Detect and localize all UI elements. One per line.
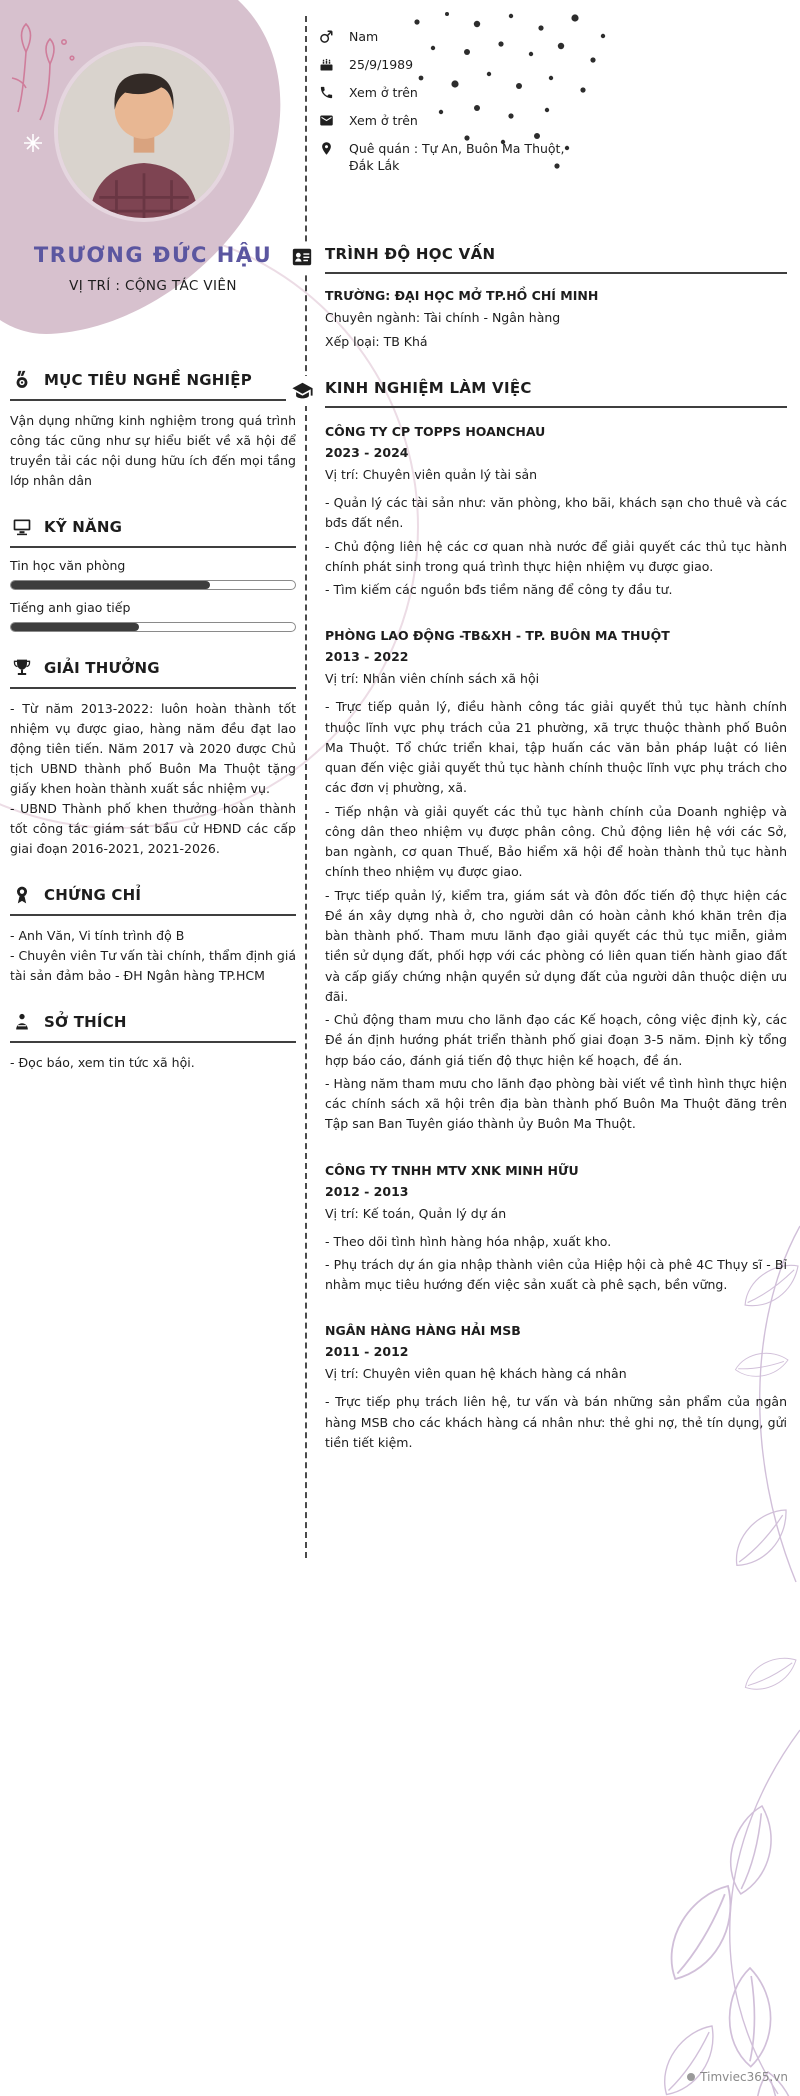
section-awards (10, 656, 296, 859)
section-title-hobbies: SỞ THÍCH (44, 1013, 127, 1031)
section-certificates (10, 883, 296, 986)
skill-label: Tin học văn phòng (10, 558, 126, 573)
certificate-medal-icon (10, 883, 34, 907)
section-title-experience: KINH NGHIỆM LÀM VIỆC (325, 379, 532, 397)
trophy-icon (10, 656, 34, 680)
contact-info (318, 28, 628, 174)
contact-row-email (318, 112, 628, 129)
skill-bar-fill (11, 623, 139, 631)
job-bullet: - Chủ động tham mưu cho lãnh đạo các Kế hoạch, công việc định kỳ, các Đề án định hướng phát triển thành phố giai đoạn 3-5 năm. Định kỳ tổng hợp báo cáo, đánh giá tiến độ thực hiện kế hoạch, đề án. (325, 1012, 787, 1068)
job-period: 2023 - 2024 (325, 445, 409, 460)
job-bullet: - Quản lý các tài sản như: văn phòng, kho bãi, khách sạn cho thuê và các bđs đất nền. (325, 495, 787, 531)
section-title-certificates: CHỨNG CHỈ (44, 886, 142, 904)
watermark-text: Timviec365.vn (700, 2070, 788, 2084)
job-company: CÔNG TY TNHH MTV XNK MINH HỮU (325, 1162, 579, 1178)
contact-hometown-value: Quê quán : Tự An, Buôn Ma Thuột, Đắk Lắk (349, 141, 565, 173)
section-objective (10, 368, 296, 491)
job-bullet: - Theo dõi tình hình hàng hóa nhập, xuất kho. (325, 1233, 612, 1249)
candidate-position: VỊ TRÍ : CỘNG TÁC VIÊN (69, 278, 237, 294)
job-period: 2011 - 2012 (325, 1344, 409, 1360)
skill-bar-fill (11, 581, 210, 589)
contact-birthday-value: 25/9/1989 (349, 57, 414, 72)
certificate-line: - Chuyên viên Tư vấn tài chính, thẩm định giá tài sản đảm bảo - ĐH Ngân hàng TP.HCM (10, 948, 296, 983)
education-grade: Xếp loại: TB Khá (325, 334, 428, 349)
cv-card-icon (286, 242, 318, 272)
contact-email-value: Xem ở trên (349, 113, 418, 128)
job-role: Vị trí: Kế toán, Quản lý dự án (325, 1205, 507, 1221)
contact-row-birthday (318, 56, 628, 73)
watermark-dot-icon (687, 2073, 695, 2081)
birthday-icon (318, 56, 335, 73)
right-column (325, 245, 787, 1483)
job-bullet: - Tìm kiếm các nguồn bđs tiềm năng để công ty đầu tư. (325, 582, 673, 597)
section-title-objective: MỤC TIÊU NGHỀ NGHIỆP (44, 371, 252, 389)
section-hobbies (10, 1010, 296, 1073)
job-entry (325, 1161, 787, 1296)
hobbies-text: - Đọc báo, xem tin tức xã hội. (10, 1055, 195, 1070)
email-icon (318, 112, 335, 129)
section-title-education: TRÌNH ĐỘ HỌC VẤN (325, 245, 496, 263)
award-line: - UBND Thành phố khen thưởng hoàn thành tốt công tác giám sát bầu cử HĐND các cấp giai đoạn 2016-2021, 2021-2026. (10, 801, 296, 856)
certificate-line: - Anh Văn, Vi tính trình độ B (10, 928, 185, 943)
job-company: PHÒNG LAO ĐỘNG -TB&XH - TP. BUÔN MA THUỘT (325, 628, 670, 644)
contact-row-phone (318, 84, 628, 101)
job-bullet: - Phụ trách dự án gia nhập thành viên của Hiệp hội cà phê 4C Thụy sĩ - Bỉ nhằm mục tiêu hướng đến việc sản xuất cà phê sạch, bền vững. (325, 1256, 787, 1292)
objective-text: Vận dụng những kinh nghiệm trong quá trình công tác cũng như sự hiểu biết về xã hội để truyền tải các nội dung hữu ích đến mọi tầng lớp nhân dân (10, 413, 296, 488)
computer-icon (10, 515, 34, 539)
contact-phone-value: Xem ở trên (349, 85, 418, 100)
job-bullet: - Tiếp nhận và giải quyết các thủ tục hành chính của Doanh nghiệp và công dân theo nhiệm vụ được phân công. Chủ động liên hệ với các Sở, ban ngành, cơ quan Thuế, Bảo hiểm xã hội để hoàn thành thủ tục hành chính theo nhiệm vụ được giao. (325, 803, 787, 880)
phone-icon (318, 84, 335, 101)
job-role: Vị trí: Chuyên viên quản lý tài sản (325, 467, 538, 482)
skill-item (10, 600, 296, 632)
job-period: 2013 - 2022 (325, 649, 409, 665)
sparkle-icon (24, 134, 42, 152)
section-title-skills: KỸ NĂNG (44, 518, 123, 536)
award-line: - Từ năm 2013-2022: luôn hoàn thành tốt nhiệm vụ được giao, hàng năm đều đạt lao động tiên tiến. Năm 2017 và 2020 được Chủ tịch UBND thành phố Buôn Ma Thuột tặng giấy khen hoàn thành xuất sắc nhiệm vụ. (10, 701, 296, 796)
job-bullet: - Trực tiếp quản lý, kiểm tra, giám sát và đôn đốc tiến độ thực hiện các Đề án xây dựng nhà ở, cho người dân có hoàn cảnh khó khăn trên địa bàn thành phố. Tham mưu lãnh đạo giải quyết các thủ tục miễn, giảm tiền sử dụng đất, phối hợp với các phòng có liên quan tiến hành giao đất và cấp giấy chứng nhận quyền sử dụng đất của người dân thuộc diện ưu đãi. (325, 887, 787, 1004)
contact-row-hometown (318, 140, 628, 174)
job-company: NGÂN HÀNG HÀNG HẢI MSB (325, 1323, 521, 1339)
graduation-cap-icon (286, 376, 318, 406)
skill-item (10, 558, 296, 590)
job-role: Vị trí: Nhân viên chính sách xã hội (325, 671, 540, 687)
job-role: Vị trí: Chuyên viên quan hệ khách hàng cá nhân (325, 1366, 627, 1382)
section-skills (10, 515, 296, 632)
education-major: Chuyên ngành: Tài chính - Ngân hàng (325, 310, 561, 325)
job-bullet: - Trực tiếp phụ trách liên hệ, tư vấn và bán những sản phẩm của ngân hàng MSB cho các khách hàng cá nhân như: thẻ ghi nợ, thẻ tín dụng, gửi tiền tiết kiệm. (325, 1394, 787, 1450)
education-school: TRƯỜNG: ĐẠI HỌC MỞ TP.HỒ CHÍ MINH (325, 288, 599, 303)
skill-label: Tiếng anh giao tiếp (10, 600, 131, 615)
job-entry (325, 1321, 787, 1453)
skill-bar (10, 622, 296, 632)
contact-row-gender (318, 28, 628, 45)
job-entry (325, 422, 787, 600)
job-company: CÔNG TY CP TOPPS HOANCHAU (325, 424, 546, 439)
profile-photo (58, 46, 230, 218)
left-column (10, 243, 296, 1073)
job-period: 2012 - 2013 (325, 1183, 409, 1199)
skill-bar (10, 580, 296, 590)
candidate-name: TRƯƠNG ĐỨC HẬU (33, 243, 273, 267)
job-bullet: - Hàng năm tham mưu cho lãnh đạo phòng bài viết về tình hình thực hiện các chính sách xã hội trên địa bàn thành phố Buôn Ma Thuột đăng trên Tập san Ban Tuyên giáo thành ủy Buôn Ma Thuột. (325, 1075, 787, 1132)
reading-person-icon (10, 1010, 34, 1034)
location-icon (318, 140, 335, 157)
medal-icon (10, 368, 34, 392)
section-title-awards: GIẢI THƯỞNG (44, 659, 160, 677)
section-experience (325, 379, 787, 1453)
job-entry (325, 626, 787, 1134)
watermark (687, 2070, 788, 2084)
gender-icon (318, 28, 335, 45)
job-bullet: - Chủ động liên hệ các cơ quan nhà nước để giải quyết các thủ tục hành chính phát sinh trong quá trình thực hiện nhiệm vụ được giao. (325, 538, 787, 574)
contact-gender-value: Nam (349, 29, 379, 44)
section-education (325, 245, 787, 349)
job-bullet: - Trực tiếp quản lý, điều hành công tác giải quyết thủ tục hành chính thuộc lĩnh vực phụ trách của 21 phường, xã trực thuộc thành phố Buôn Ma Thuột. Tổ chức triển khai, tập huấn các văn bản pháp luật có liên quan đến việc giải quyết thủ tục hành chính thuộc lĩnh vực phụ trách cho các đơn vị phường, xã. (325, 699, 787, 796)
